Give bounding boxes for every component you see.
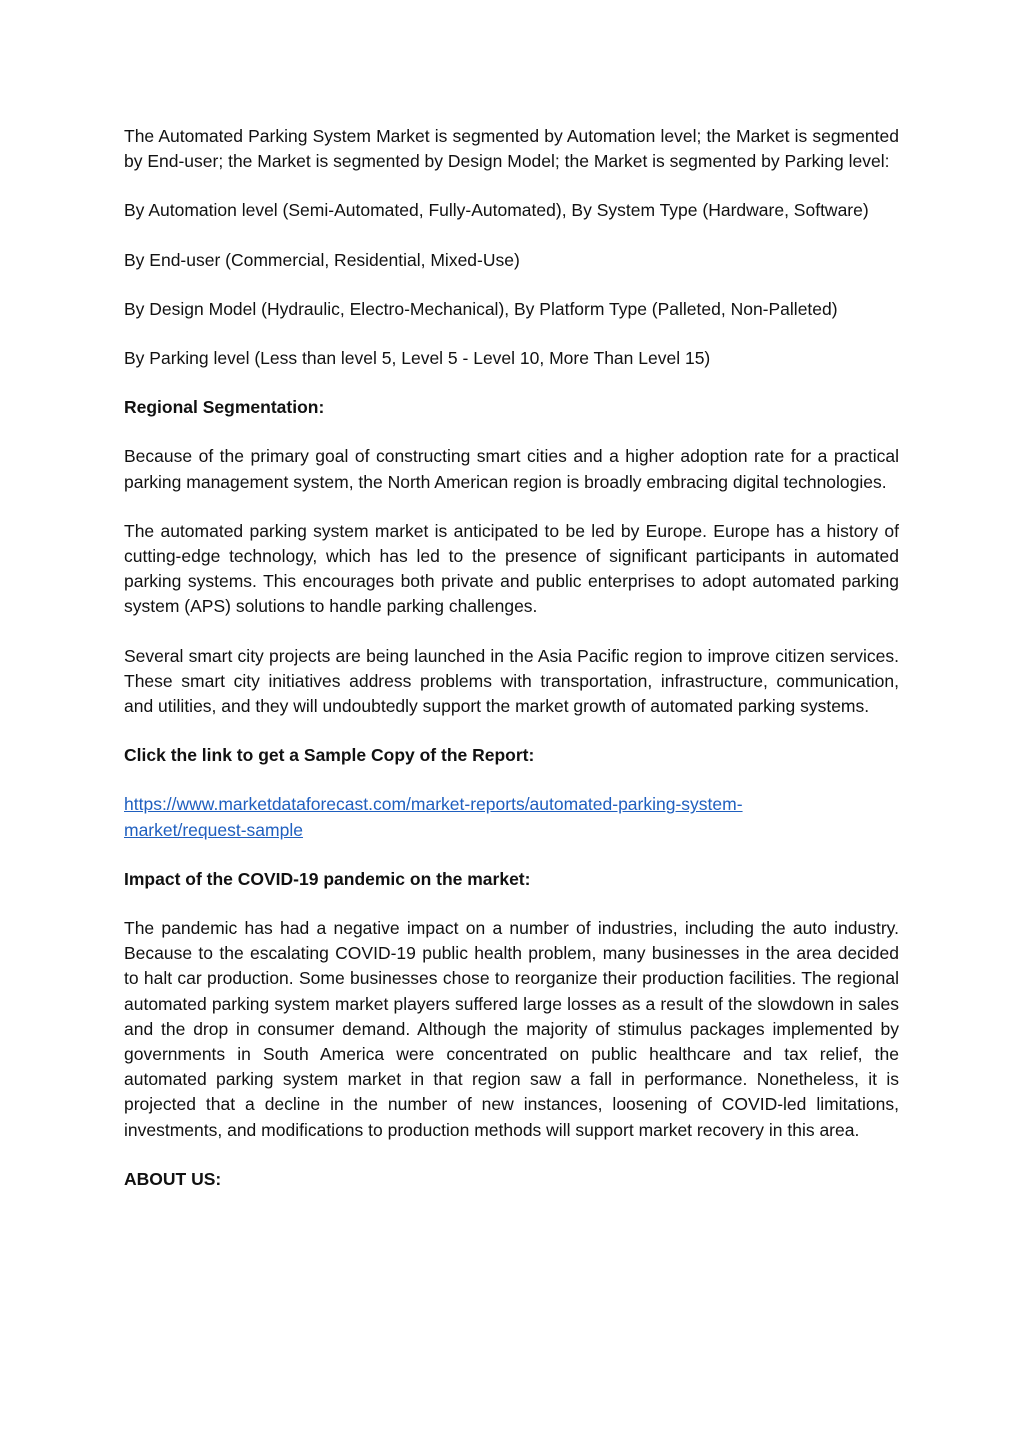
- covid-impact-paragraph: The pandemic has had a negative impact on a number of industries, including the auto industry. Because to the escalating COVID-19 public health problem, many businesses in the area decided to halt car production. Some businesses chose to reorganize their production facilities. The regional automated parking system market players suffered large losses as a result of the slowdown in sales and the drop in consumer demand. Although the majority of stimulus packages implemented by governments in South America were concentrated on public healthcare and tax relief, the automated parking system market in that region saw a fall in performance. Nonetheless, it is projected that a decline in the number of new instances, loosening of COVID-led limitations, investments, and modifications to production methods will support market recovery in this area.: [124, 918, 899, 1140]
- sample-copy-heading: Click the link to get a Sample Copy of the Report:: [124, 745, 535, 766]
- asia-pacific-paragraph: Several smart city projects are being launched in the Asia Pacific region to improve citizen services. These smart city initiatives address problems with transportation, infrastructure, communication, and utilities, and they will undoubtedly support the market growth of automated parking systems.: [124, 645, 899, 717]
- regional-segmentation-heading: Regional Segmentation:: [124, 397, 325, 418]
- segment-design-model: By Design Model (Hydraulic, Electro-Mechanical), By Platform Type (Palleted, Non-Palleted): [124, 298, 838, 319]
- europe-paragraph: The automated parking system market is anticipated to be led by Europe. Europe has a history of cutting-edge technology, which has led to the presence of significant participants in automated parking systems. This encourages both private and public enterprises to adopt automated parking system (APS) solutions to handle parking challenges.: [124, 520, 899, 617]
- sample-link-paragraph: [124, 792, 899, 842]
- segment-parking-level: By Parking level (Less than level 5, Level 5 - Level 10, More Than Level 15): [124, 348, 711, 369]
- intro-paragraph: The Automated Parking System Market is segmented by Automation level; the Market is segmented by End-user; the Market is segmented by Design Model; the Market is segmented by Parking level:: [124, 126, 899, 172]
- segment-automation-level: By Automation level (Semi-Automated, Fully-Automated), By System Type (Hardware, Software): [124, 200, 869, 221]
- north-america-paragraph: Because of the primary goal of constructing smart cities and a higher adoption rate for a practical parking management system, the North American region is broadly embracing digital technologies.: [124, 446, 899, 492]
- segment-end-user: By End-user (Commercial, Residential, Mixed-Use): [124, 249, 520, 270]
- document-page: [124, 124, 899, 1216]
- about-us-heading: ABOUT US:: [124, 1168, 222, 1189]
- sample-link-line-1: https://www.marketdataforecast.com/market-reports/automated-parking-system-: [124, 794, 743, 815]
- covid-impact-heading: Impact of the COVID-19 pandemic on the market:: [124, 868, 531, 889]
- sample-request-link[interactable]: [124, 792, 899, 842]
- sample-link-line-2: market/request-sample: [124, 819, 303, 840]
